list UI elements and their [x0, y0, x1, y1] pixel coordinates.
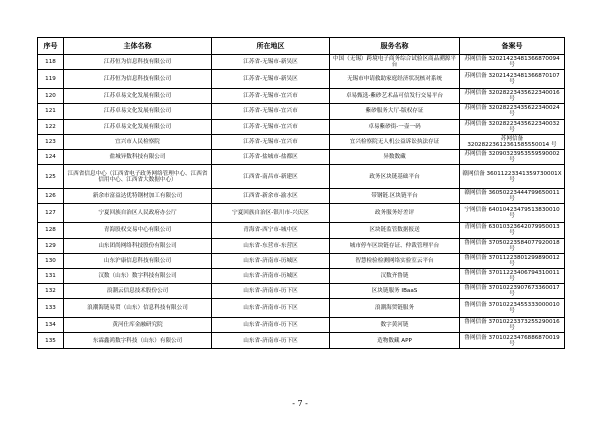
cell-record: 苏网信备 32021423481366870094 号 [460, 55, 565, 70]
header-record: 备案号 [460, 38, 565, 55]
cell-region: 江苏省-无锡市-新吴区 [212, 70, 330, 89]
cell-region: 江西省-南昌市-新建区 [212, 165, 330, 189]
cell-record: 鲁网信备 37011223801299890012 号 [460, 253, 565, 268]
cell-entity: 汉数（山东）数字科技有限公司 [64, 268, 212, 283]
header-entity: 主体名称 [64, 38, 212, 55]
cell-entity: 江苏恒为信息科技有限公司 [64, 55, 212, 70]
cell-region: 江苏省-无锡市-宜兴市 [212, 89, 330, 104]
cell-service: 无锡市申请救助家庭经济状况核对系统 [330, 70, 460, 89]
header-index: 序号 [38, 38, 64, 55]
cell-entity: 江苏恒为信息科技有限公司 [64, 70, 212, 89]
cell-entity: 宁夏回族自治区人民政府办公厅 [64, 204, 212, 223]
table-header-row [38, 38, 565, 55]
table-row [38, 204, 565, 223]
table-row [38, 333, 565, 348]
cell-record: 鲁网信备 37010223476886870019 号 [460, 333, 565, 348]
cell-service: 异数数藏 [330, 149, 460, 164]
record-table [37, 37, 565, 349]
cell-service: 数字黄河链 [330, 318, 460, 333]
cell-service: 汉数齐鲁链 [330, 268, 460, 283]
cell-index: 134 [38, 318, 64, 333]
cell-region: 江苏省-无锡市-宜兴市 [212, 119, 330, 134]
table-row [38, 119, 565, 134]
cell-entity: 青海股权交易中心有限公司 [64, 223, 212, 238]
table-row [38, 318, 565, 333]
cell-region: 山东省-济南市-历下区 [212, 333, 330, 348]
cell-service: 紫砂服务大厅-版权存证 [330, 104, 460, 119]
cell-record: 苏网信备 32028223612361585550014 号 [460, 134, 565, 149]
cell-index: 122 [38, 119, 64, 134]
cell-record: 赣网信备 36050223444799650011 号 [460, 189, 565, 204]
cell-record: 苏网信备 32021423481366870107 号 [460, 70, 565, 89]
cell-service: 区块链服务 IBaaS [330, 284, 460, 299]
table-row [38, 253, 565, 268]
cell-record: 鲁网信备 37010223455333000010 号 [460, 299, 565, 318]
cell-entity: 江苏卓易文化发展有限公司 [64, 89, 212, 104]
cell-entity: 东霖鑫鸿数字科技（山东）有限公司 [64, 333, 212, 348]
cell-index: 130 [38, 253, 64, 268]
cell-entity: 江西省信息中心（江西省电子政务网络管理中心、江西省信用中心、江西省大数据中心） [64, 165, 212, 189]
cell-service: 区块链监管数据报送 [330, 223, 460, 238]
cell-service: 卓易甄选-紫砂艺术品可信发行交易平台 [330, 89, 460, 104]
cell-record: 苏网信备 32028223435622340032 号 [460, 119, 565, 134]
cell-region: 江西省-新余市-渝水区 [212, 189, 330, 204]
cell-service: 造物数藏 APP [330, 333, 460, 348]
table-row [38, 284, 565, 299]
cell-record: 宁网信备 64010423479513830010 号 [460, 204, 565, 223]
table-row [38, 238, 565, 253]
cell-index: 131 [38, 268, 64, 283]
cell-region: 青海省-西宁市-城中区 [212, 223, 330, 238]
cell-service: 城市停车区块链存证、仲裁管理平台 [330, 238, 460, 253]
cell-index: 127 [38, 204, 64, 223]
cell-entity: 江苏卓易文化发展有限公司 [64, 104, 212, 119]
cell-entity: 新余市富益达优特钢材加工有限公司 [64, 189, 212, 204]
table-row [38, 55, 565, 70]
cell-record: 鲁网信备 37011223406794310011 号 [460, 268, 565, 283]
cell-index: 126 [38, 189, 64, 204]
cell-record: 鲁网信备 37050223584077920018 号 [460, 238, 565, 253]
table-row [38, 104, 565, 119]
cell-record: 苏网信备 32028223435622340016 号 [460, 89, 565, 104]
cell-index: 121 [38, 104, 64, 119]
cell-region: 山东省-济南市-历下区 [212, 299, 330, 318]
cell-region: 山东省-济南市-历城区 [212, 253, 330, 268]
cell-entity: 浪潮海链易贸（山东）信息科技有限公司 [64, 299, 212, 318]
cell-index: 135 [38, 333, 64, 348]
cell-index: 118 [38, 55, 64, 70]
cell-entity: 宜兴市人民检察院 [64, 134, 212, 149]
cell-record: 苏网信备 32090323953559590002 号 [460, 149, 565, 164]
cell-region: 江苏省-无锡市-宜兴市 [212, 104, 330, 119]
table-row [38, 299, 565, 318]
table-row [38, 189, 565, 204]
cell-service: 政务区块链基础平台 [330, 165, 460, 189]
cell-index: 133 [38, 299, 64, 318]
cell-entity: 盐城异数科技有限公司 [64, 149, 212, 164]
cell-index: 123 [38, 134, 64, 149]
table-row [38, 223, 565, 238]
cell-region: 江苏省-盐城市-盐都区 [212, 149, 330, 164]
cell-index: 132 [38, 284, 64, 299]
cell-service: 中国（无锡）跨境电子商务综合试验区商品溯源平台 [330, 55, 460, 70]
cell-record: 鲁网信备 37010223907673360017 号 [460, 284, 565, 299]
table-row [38, 134, 565, 149]
table-row [38, 149, 565, 164]
cell-service: 带钢链.区块链平台 [330, 189, 460, 204]
cell-region: 山东省-济南市-历下区 [212, 284, 330, 299]
cell-index: 128 [38, 223, 64, 238]
cell-record: 苏网信备 32028223435622340024 号 [460, 104, 565, 119]
cell-region: 山东省-东营市-东营区 [212, 238, 330, 253]
cell-entity: 山东沪康信息科技有限公司 [64, 253, 212, 268]
cell-record: 青网信备 63010323642079950013 号 [460, 223, 565, 238]
cell-service: 卓易紫砂街-一壶一码 [330, 119, 460, 134]
cell-service: 政务服务好差评 [330, 204, 460, 223]
cell-entity: 浪潮云信息技术股份公司 [64, 284, 212, 299]
cell-entity: 江苏卓易文化发展有限公司 [64, 119, 212, 134]
cell-service: 浪潮海贸链服务 [330, 299, 460, 318]
cell-service: 智慧检验检测网络实验室云平台 [330, 253, 460, 268]
cell-entity: 黄河仕库金融研究院 [64, 318, 212, 333]
cell-index: 129 [38, 238, 64, 253]
cell-index: 125 [38, 165, 64, 189]
cell-region: 山东省-济南市-历城区 [212, 268, 330, 283]
table-row [38, 165, 565, 189]
record-table-container [37, 37, 564, 349]
cell-region: 山东省-济南市-历下区 [212, 318, 330, 333]
cell-record: 赣网信备 36011223341359730001X 号 [460, 165, 565, 189]
cell-entity: 山东团尚网络科技股份有限公司 [64, 238, 212, 253]
table-row [38, 70, 565, 89]
cell-index: 124 [38, 149, 64, 164]
header-service: 服务名称 [330, 38, 460, 55]
table-row [38, 89, 565, 104]
table-body [38, 55, 565, 349]
cell-index: 120 [38, 89, 64, 104]
cell-region: 江苏省-无锡市-新吴区 [212, 55, 330, 70]
cell-service: 宜兴检察院无人机公益诉讼执法存证 [330, 134, 460, 149]
cell-record: 鲁网信备 37010223373255290016 号 [460, 318, 565, 333]
cell-region: 宁夏回族自治区-银川市-兴庆区 [212, 204, 330, 223]
header-region: 所在地区 [212, 38, 330, 55]
table-row [38, 268, 565, 283]
page-number: - 7 - [292, 399, 308, 408]
cell-region: 江苏省-无锡市-宜兴市 [212, 134, 330, 149]
cell-index: 119 [38, 70, 64, 89]
